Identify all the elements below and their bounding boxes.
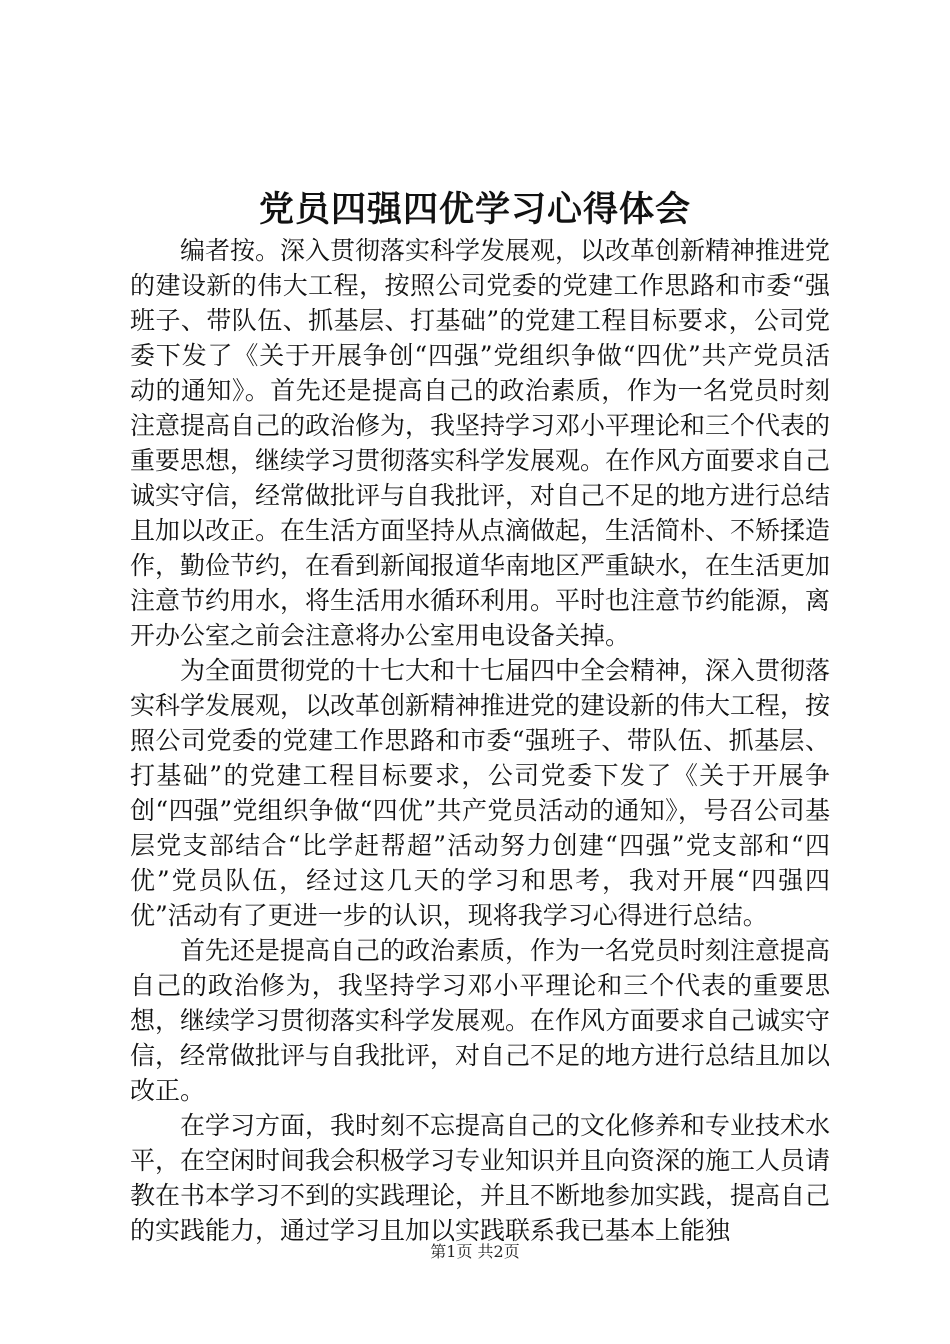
- document-body: [130, 233, 830, 1248]
- paragraph-editor-note: 编者按。深入贯彻落实科学发展观，以改革创新精神推进党的建设新的伟大工程，按照公司党委的党建工作思路和市委“强班子、带队伍、抓基层、打基础”的党建工程目标要求，公司党委下发了《关于开展争创“四强”党组织争做“四优”共产党员活动的通知》。首先还是提高自己的政治素质，作为一名党员时刻注意提高自己的政治修为，我坚持学习邓小平理论和三个代表的重要思想，继续学习贯彻落实科学发展观。在作风方面要求自己诚实守信，经常做批评与自我批评，对自己不足的地方进行总结且加以改正。在生活方面坚持从点滴做起，生活简朴、不矫揉造作，勤俭节约，在看到新闻报道华南地区严重缺水，在生活更加注意节约用水，将生活用水循环利用。平时也注意节约能源，离开办公室之前会注意将办公室用电设备关掉。: [130, 236, 831, 650]
- paragraph-activity-background: 为全面贯彻党的十七大和十七届四中全会精神，深入贯彻落实科学发展观，以改革创新精神推进党的建设新的伟大工程，按照公司党委的党建工作思路和市委“强班子、带队伍、抓基层、打基础”的党建工程目标要求，公司党委下发了《关于开展争创“四强”党组织争做“四优”共产党员活动的通知》，号召公司基层党支部结合“比学赶帮超”活动努力创建“四强”党支部和“四优”党员队伍，经过这几天的学习和思考，我对开展“四强四优”活动有了更进一步的认识，现将我学习心得进行总结。: [130, 656, 831, 930]
- paragraph-study: 在学习方面，我时刻不忘提高自己的文化修养和专业技术水平，在空闲时间我会积极学习专业知识并且向资深的施工人员请教在书本学习不到的实践理论，并且不断地参加实践，提高自己的实践能力，通过学习且加以实践联系我已基本上能独: [130, 1111, 831, 1245]
- document-title: 党员四强四优学习心得体会: [258, 189, 691, 230]
- page-number-footer: 第1页 共2页: [430, 1242, 520, 1261]
- paragraph-political-quality: 首先还是提高自己的政治素质，作为一名党员时刻注意提高自己的政治修为，我坚持学习邓小平理论和三个代表的重要思想，继续学习贯彻落实科学发展观。在作风方面要求自己诚实守信，经常做批评与自我批评，对自己不足的地方进行总结且加以改正。: [130, 936, 831, 1105]
